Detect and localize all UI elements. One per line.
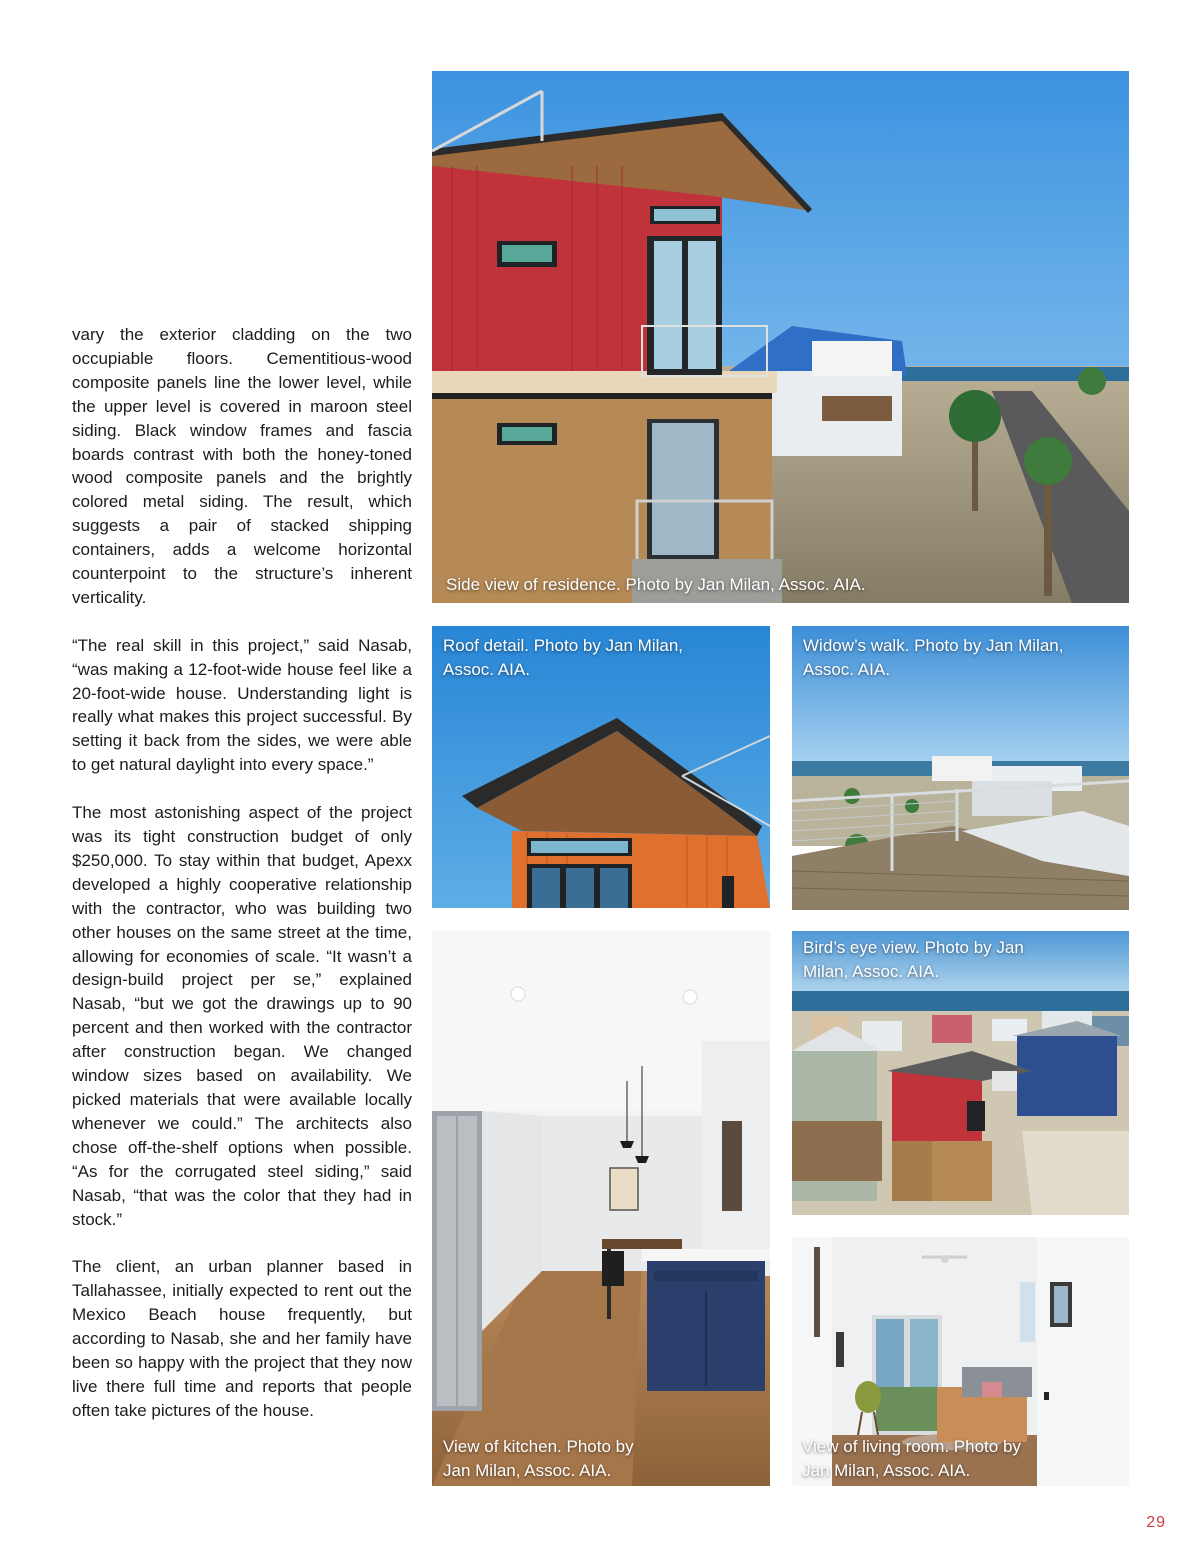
caption-living-room-line1: View of living room. Photo by xyxy=(802,1437,1021,1456)
side-view-image xyxy=(432,71,1129,603)
caption-kitchen-line1: View of kitchen. Photo by xyxy=(443,1437,634,1456)
caption-widows-walk-line2: Assoc. AIA. xyxy=(803,659,890,679)
caption-birds-eye-line2: Milan, Assoc. AIA. xyxy=(803,961,940,981)
photo-widows-walk xyxy=(792,626,1129,910)
caption-roof-detail-line1: Roof detail. Photo by Jan Milan, xyxy=(443,636,684,655)
paragraph-budget: The most astonishing aspect of the project was its tight construction budget of only $250,000. To stay within that budget, Apexx developed a highly cooperative relationship with the contractor, who was building two other houses on the same street at the time, allowing for economies of scale. “It wasn’t a design-build project per se,” explained Nasab, “but we got the drawings up to 90 percent and then worked with the contractor after construction began. We changed window sizes based on availability. We picked materials that were available locally whenever we could.” The architects also chose off-the-shelf options when possible. “As for the corrugated steel siding,” said Nasab, “that was the color that they had in stock.” xyxy=(72,803,412,1229)
caption-living-room xyxy=(802,1435,1021,1482)
caption-kitchen xyxy=(443,1435,634,1482)
caption-roof-detail-line2: Assoc. AIA. xyxy=(443,659,530,679)
photo-birds-eye xyxy=(792,931,1129,1215)
paragraph-cladding: vary the exterior cladding on the two occupiable floors. Cementitious-wood composite panels line the lower level, while the upper level is covered in maroon steel siding. Black window frames and fascia boards contrast with both the honey-toned wood composite panels and the brightly colored metal siding. The result, which suggests a pair of stacked shipping containers, adds a welcome horizontal counterpoint to the structure’s inherent verticality. xyxy=(72,325,412,607)
photo-side-view xyxy=(432,71,1129,603)
kitchen-image xyxy=(432,931,770,1486)
photo-roof-detail xyxy=(432,626,770,908)
caption-roof-detail xyxy=(443,634,683,681)
article-body xyxy=(72,323,412,1447)
photo-living-room xyxy=(792,1237,1129,1486)
photo-kitchen xyxy=(432,931,770,1486)
caption-side-view: Side view of residence. Photo by Jan Milan, Assoc. AIA. xyxy=(446,575,866,594)
page-number: 29 xyxy=(1146,1514,1166,1531)
caption-widows-walk xyxy=(803,634,1063,681)
caption-birds-eye xyxy=(803,936,1024,983)
caption-birds-eye-line1: Bird’s eye view. Photo by Jan xyxy=(803,938,1024,957)
paragraph-quote-nasab: “The real skill in this project,” said Nasab, “was making a 12-foot-wide house feel like a 20-foot-wide house. Understanding light is really what makes this project successful. By setting it back from the sides, we were able to get natural daylight into every space.” xyxy=(72,635,412,775)
caption-widows-walk-line1: Widow’s walk. Photo by Jan Milan, xyxy=(803,636,1064,655)
paragraph-client: The client, an urban planner based in Tallahassee, initially expected to rent out the Mexico Beach house frequently, but according to Nasab, she and her family have been so happy with the project that they now live there full time and reports that people often take pictures of the house. xyxy=(72,1257,412,1420)
caption-kitchen-line2: Jan Milan, Assoc. AIA. xyxy=(443,1460,612,1480)
caption-living-room-line2: Jan Milan, Assoc. AIA. xyxy=(802,1460,971,1480)
